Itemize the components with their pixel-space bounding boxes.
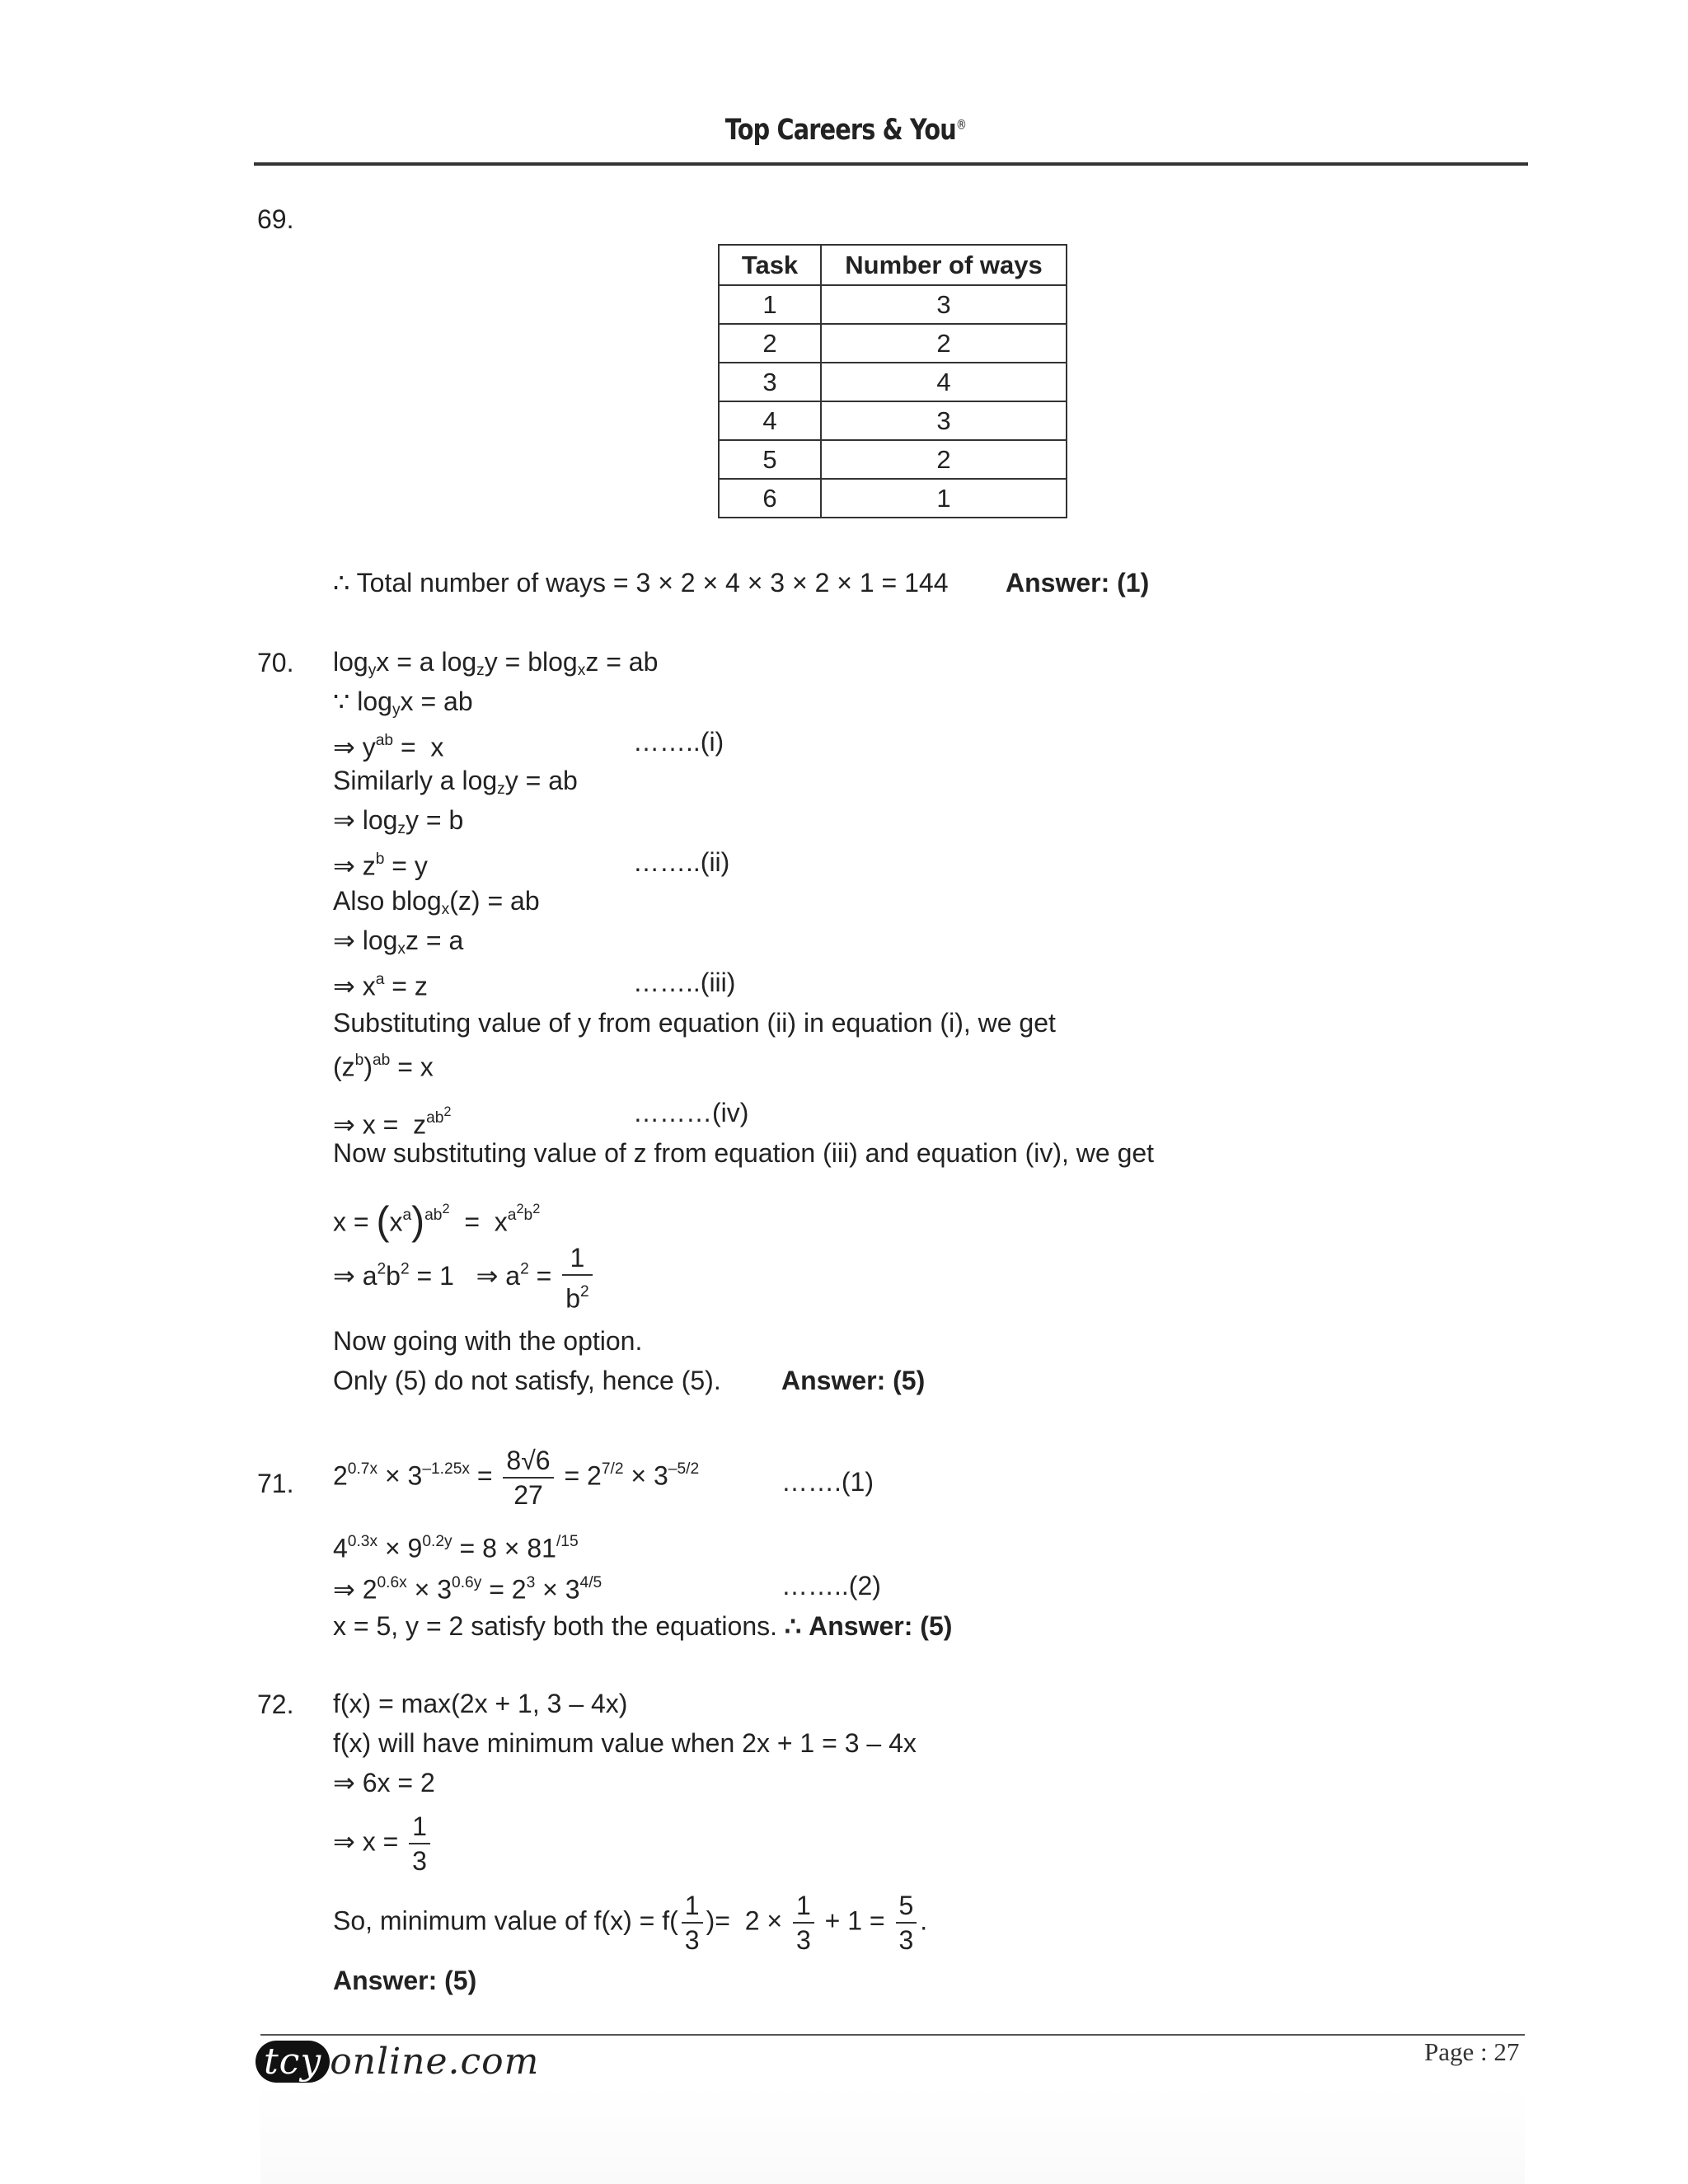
ways-table xyxy=(718,244,1067,518)
q70-line7: Also blog$_x$(z) = ab xyxy=(333,886,540,918)
table-row xyxy=(719,324,1067,363)
table-cell: 1 xyxy=(821,479,1067,518)
table-row xyxy=(719,401,1067,440)
q70-answer: Answer: (5) xyxy=(781,1366,926,1395)
q71-tag-2: ……..(2) xyxy=(781,1571,881,1601)
q70-line3: ⇒ $y^{ab} = x$ xyxy=(333,732,444,762)
q72-line5: So, minimum value of f(x) = f( $\frac{1}{3}$ )= 2 × $\frac{1}{3}$ + 1 = $\frac{5}{3}$ . xyxy=(333,1891,928,1955)
q70-tag-ii: ……..(ii) xyxy=(633,847,730,877)
q72-line2: f(x) will have minimum value when 2x + 1 = 3 – 4x xyxy=(333,1728,917,1758)
table-cell: 3 xyxy=(719,363,821,401)
table-cell: 4 xyxy=(719,401,821,440)
footer-shade xyxy=(260,2085,1525,2184)
q70-tag-iii: ……..(iii) xyxy=(633,968,736,997)
q71-answer: Answer: (5) xyxy=(809,1611,953,1641)
q70-tag-iv: ………(iv) xyxy=(633,1098,749,1127)
fraction: $\frac{1}{3}$ xyxy=(409,1810,430,1877)
q70-line8: ⇒ $\log_xz = a$ xyxy=(333,926,464,958)
q72-answer: Answer: (5) xyxy=(333,1966,477,1995)
fraction: $\frac{8√6}{27}$ xyxy=(503,1444,553,1511)
fraction: $\frac{1}{3}$ xyxy=(793,1889,814,1957)
page-header xyxy=(153,114,1537,147)
q72-so-prefix: So, minimum value of f(x) = f( xyxy=(333,1905,678,1936)
q71-therefore: ∴ xyxy=(784,1611,802,1641)
q71-line3: ⇒ $2^{0.6x} \times 3^{0.6y} = 2^3 \times 3^{4/5}$ xyxy=(333,1574,603,1605)
q72-x-prefix: ⇒ x = xyxy=(333,1826,399,1857)
q71-tag-1: …….(1) xyxy=(781,1467,874,1497)
q70-tag-i: ……..(i) xyxy=(633,727,724,757)
q70-subst1: Substituting value of y from equation (ii) in equation (i), we get xyxy=(333,1008,1056,1038)
table-cell: 3 xyxy=(821,401,1067,440)
tcyonline-logo xyxy=(256,2041,539,2083)
table-row xyxy=(719,285,1067,324)
table-header-task: Task xyxy=(719,245,821,285)
q70-line10: $(z^b)^{ab} = x$ xyxy=(333,1052,434,1082)
logo-text: online.com xyxy=(330,2041,540,2083)
q70-line11: ⇒ $x = z^{ab^2}$ xyxy=(333,1104,452,1140)
table-cell: 5 xyxy=(719,440,821,479)
table-cell: 3 xyxy=(821,285,1067,324)
q70-line12: $x = (x^a)^{ab^2} = x^{a^2b^2}$ xyxy=(333,1199,541,1244)
q70-subst2: Now substituting value of z from equation (iii) and equation (iv), we get xyxy=(333,1138,1155,1168)
question-number-71: 71. xyxy=(257,1469,294,1498)
table-row xyxy=(719,440,1067,479)
logo-mark: tcy xyxy=(256,2041,330,2083)
question-number-69: 69. xyxy=(257,204,294,234)
table-cell: 1 xyxy=(719,285,821,324)
q72-line3: ⇒ 6x = 2 xyxy=(333,1768,435,1797)
table-header-row xyxy=(719,245,1067,285)
q70-line13: ⇒ $a^2b^2 = 1$ ⇒ $a^2$ = $\frac{1}{b^2}$ xyxy=(333,1241,596,1315)
q70-only: Only (5) do not satisfy, hence (5). xyxy=(333,1366,721,1395)
table-cell: 2 xyxy=(719,324,821,363)
question-number-70: 70. xyxy=(257,648,294,677)
q72-line1: f(x) = max(2x + 1, 3 – 4x) xyxy=(333,1689,628,1718)
q72-line4 xyxy=(333,1810,434,1877)
q70-also: Also blog xyxy=(333,886,442,916)
q70-line6: ⇒ $z^b = y$ xyxy=(333,851,428,881)
table-cell: 4 xyxy=(821,363,1067,401)
q70-similarly: Similarly a log xyxy=(333,766,498,795)
table-cell: 2 xyxy=(821,324,1067,363)
header-rule xyxy=(254,162,1528,166)
table-cell: 2 xyxy=(821,440,1067,479)
table-row xyxy=(719,363,1067,401)
q71-line1: $2^{0.7x} \times 3^{-1.25x}$ = $\frac{8√6}{27}$ = $2^{7/2} \times 3^{-5/2}$ xyxy=(333,1446,700,1510)
q70-line1: $\log_yx = a$ $\log_zy = blog_xz$ = ab xyxy=(333,647,659,679)
header-title: Top Careers & You xyxy=(724,114,956,147)
table-row xyxy=(719,479,1067,518)
registered-mark: ® xyxy=(955,116,967,133)
footer-rule xyxy=(260,2034,1525,2036)
q71-conclusion: x = 5, y = 2 satisfy both the equations. xyxy=(333,1611,777,1641)
q69-total: ∴ Total number of ways = 3 × 2 × 4 × 3 × 2 × 1 = 144 xyxy=(333,568,949,598)
question-number-72: 72. xyxy=(257,1690,294,1719)
fraction: $\frac{5}{3}$ xyxy=(896,1889,917,1957)
q70-line2: ∵ $\log_yx$ = ab xyxy=(333,687,473,719)
table-header-ways: Number of ways xyxy=(821,245,1067,285)
fraction: $\frac{1}{b^2}$ xyxy=(562,1241,592,1315)
q70-line5: ⇒ $\log_zy = b$ xyxy=(333,805,464,837)
q70-line4: Similarly a $\log_zy$ = ab xyxy=(333,766,578,798)
q69-answer: Answer: (1) xyxy=(1006,568,1150,598)
q70-going: Now going with the option. xyxy=(333,1326,643,1356)
q71-conclusion-line xyxy=(333,1610,952,1642)
q70-line9: ⇒ $x^a = z$ xyxy=(333,971,428,1001)
q71-line2: $4^{0.3x} \times 9^{0.2y} = 8 \times 81^{/15}$ xyxy=(333,1533,579,1563)
table-cell: 6 xyxy=(719,479,821,518)
page-number: Page : 27 xyxy=(1424,2037,1520,2066)
fraction: $\frac{1}{3}$ xyxy=(682,1889,703,1957)
